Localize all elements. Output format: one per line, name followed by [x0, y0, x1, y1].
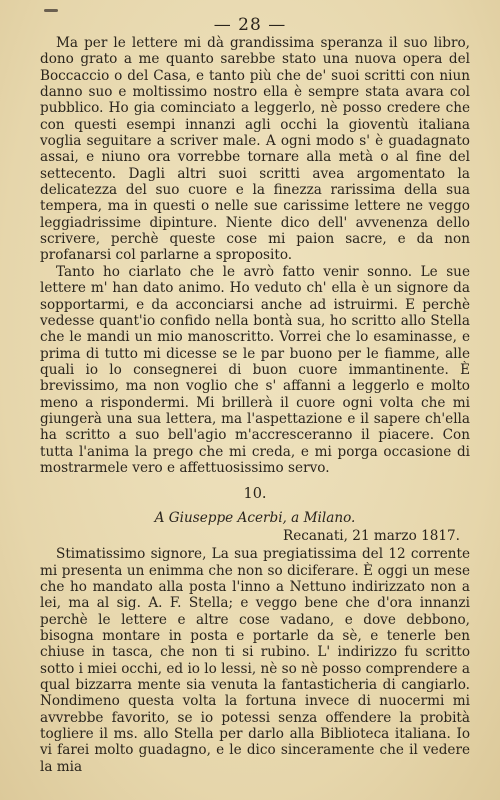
page-number: — 28 —	[213, 15, 287, 35]
paragraph-2: Tanto ho ciarlato che le avrò fatto venir sonno. Le sue lettere m' han dato animo. Ho veduto ch' ella è un signore da sopportarmi, e da acconciarsi anche ad istruirmi. E perchè vedesse quant'io confido nella bontà sua, ho scritto allo Stella che le mandi un mio manoscritto. Vorrei che lo esaminasse, e prima di tutto mi dicesse se le par buono per le fiamme, alle quali io lo consegnerei di buon cuore immantinente. È brevissimo, ma non voglio che s' affanni a leggerlo e molto meno a rispondermi. Mi brillerà il cuore ogni volta che mi giungerà una sua lettera, ma l'aspettazione e il sapere ch'ella ha scritto a suo bell'agio m'accresceranno il piacere. Con tutta l'anima la prego che mi creda, e mi porga occasione di mostrarmele vero e affettuosissimo servo.	[40, 263, 470, 476]
letter-number: 10.	[243, 486, 267, 503]
letter-text: Stimatissimo signore, La sua pregiatissima del 12 corrente mi presenta un enimma che non so diciferare. È oggi un mese che ho mandato alla posta l'inno a Nettuno indirizzato non a lei, ma al sig. A. F. Stella; e veggo bene che d'ora innanzi perchè le lettere e altre cose vadano, e dove debbono, bisogna montare in posta e portarle da sè, e tenerle ben chiuse in tasca, che non ti si rubino. L' indirizzo fu scritto sotto i miei occhi, ed io lo lessi, nè so nè posso comprendere a qual bizzarra mente sia venuta la fantasticheria di cangiarlo. Nondimeno questa volta la fortuna invece di nuocermi mi avvrebbe favorito, se io potessi senza offendere la probità togliere il ms. allo Stella per darlo alla Biblioteca italiana. Io vi farei molto guadagno, e le dico sinceramente che il vedere la mia	[40, 546, 470, 775]
paragraph-1: Ma per le lettere mi dà grandissima speranza il suo libro, dono grato a me quanto sarebbe stato una nuova opera del Boccaccio o del Casa, e tanto più che de' suoi scritti con niun danno suo e moltissimo nostro ella è sempre stata avara col pubblico. Ho gia cominciato a leggerlo, nè posso credere che con questi esempi innanzi agli occhi la gioventù italiana voglia seguitare a scriver male. A ogni modo s' è guadagnato assai, e niuno ora vorrebbe tornare alla metà o al fine del settecento. Dagli altri suoi scritti avea argomentato la delicatezza del suo cuore e la finezza rarissima della sua tempera, ma in questi o nelle sue carissime lettere ne veggo leggiadrissime dipinture. Niente dico dell' avvenenza dello scrivere, perchè queste cose mi paion sacre, e da non profanarsi col parlarne a sproposito.	[40, 35, 470, 264]
ink-mark	[44, 9, 58, 12]
letter-addressee	[40, 510, 470, 528]
page-body	[40, 35, 470, 775]
letter-place-date: Recanati, 21 marzo 1817.	[282, 528, 460, 545]
letter-addressee-text: A Giuseppe Acerbi, a Milano.	[154, 510, 356, 527]
